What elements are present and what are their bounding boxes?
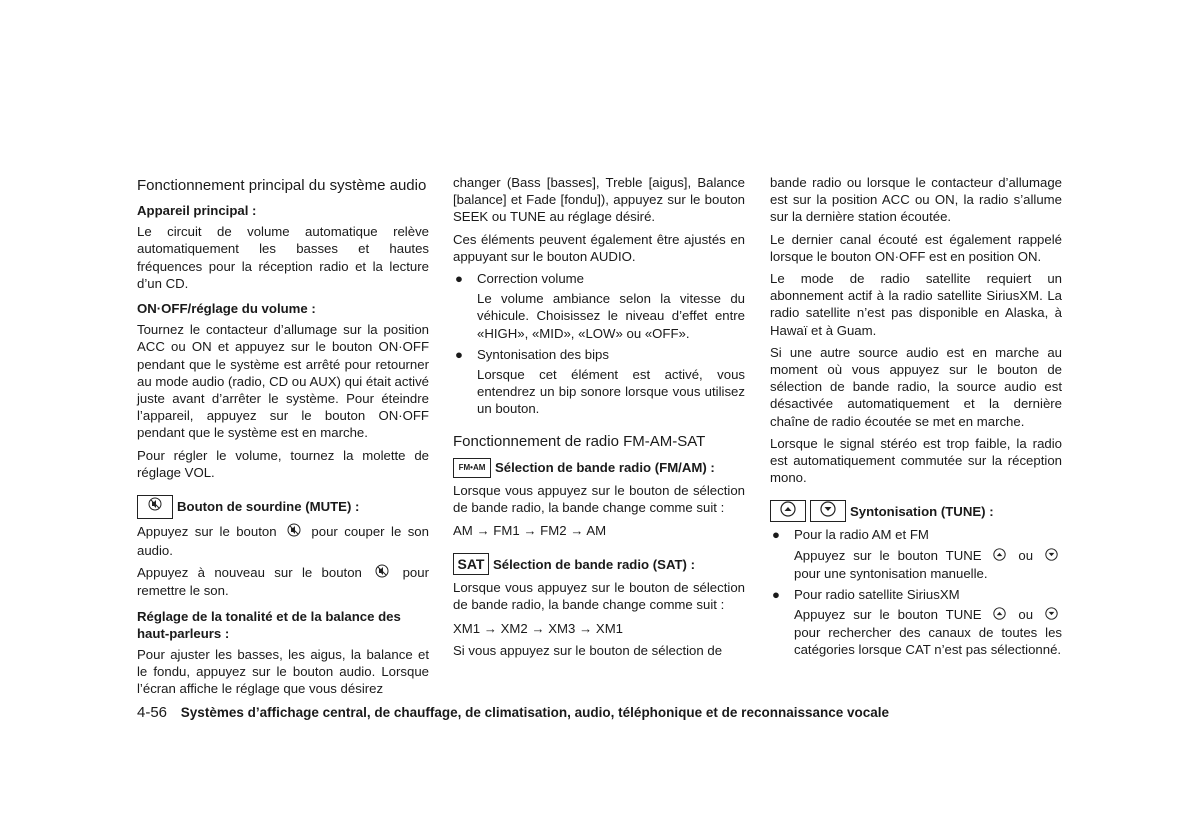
list-item — [453, 270, 745, 287]
tune-down-icon — [1045, 548, 1058, 565]
paragraph: Pour régler le volume, tournez la molette de réglage VOL. — [137, 447, 429, 480]
band-sequence: XM1 → XM2 → XM3 → XM1 — [453, 620, 624, 636]
text: Appuyez sur le bouton TUNE — [794, 607, 982, 623]
tune-heading — [770, 500, 1062, 522]
text: pour couper le son audio. — [137, 524, 429, 558]
paragraph: Le mode de radio satellite requiert un abonnement actif à la radio satellite SiriusXM. La radio satellite n’est pas disponible en Alaska, à Hawaï et à Guam. — [770, 271, 1062, 338]
band-sequence: AM → FM1 → FM2 → AM — [453, 523, 607, 539]
sat-heading — [453, 553, 745, 575]
text: ou — [1018, 547, 1034, 563]
bullet-icon: ● — [772, 527, 780, 543]
paragraph: Lorsque vous appuyez sur le bouton de sélection de bande radio, la bande change comme suit : — [453, 482, 745, 515]
paragraph — [137, 564, 429, 600]
paragraph: Si vous appuyez sur le bouton de sélection de — [453, 642, 723, 658]
list-item-text — [770, 547, 1062, 582]
paragraph: Ces éléments peuvent également être ajustés en appuyant sur le bouton AUDIO. — [453, 231, 745, 264]
tune-down-button-icon — [810, 500, 846, 522]
bullet-icon: ● — [455, 271, 463, 287]
mute-icon — [287, 523, 301, 541]
text: Appuyez à nouveau sur le bouton — [137, 564, 362, 580]
text: ou — [1018, 607, 1034, 623]
mute-heading — [137, 495, 429, 519]
paragraph: Lorsque le signal stéréo est trop faible, la radio est automatiquement commutée sur la réception mono. — [770, 435, 1062, 486]
paragraph: Le circuit de volume automatique relève automatiquement les basses et hautes fréquences pour la réception radio et la lecture d’un CD. — [137, 224, 429, 291]
subheading: Appareil principal : — [137, 203, 257, 218]
text: pour rechercher des canaux de toutes les catégories lorsque CAT n’est pas sélectionné. — [794, 625, 1062, 658]
paragraph: bande radio ou lorsque le contacteur d’allumage est sur la position ACC ou ON, la radio s’allume sur la dernière station écoutée. — [770, 175, 1062, 225]
list-item-title: Pour radio satellite SiriusXM — [794, 586, 960, 602]
mute-button-icon — [137, 495, 173, 519]
paragraph: Le dernier canal écouté est également rappelé lorsque le bouton ON·OFF est en position ON. — [770, 231, 1062, 264]
text: Appuyez sur le bouton TUNE — [794, 547, 982, 563]
sat-button-icon: SAT — [453, 553, 489, 575]
fm-am-button-icon: FM•AM — [453, 458, 491, 478]
list-item-text: Le volume ambiance selon la vitesse du véhicule. Choisissez le niveau d’effet entre «HIGH», «MID», «LOW» ou «OFF». — [477, 291, 745, 341]
mute-heading-label: Bouton de sourdine (MUTE) : — [177, 499, 360, 515]
bullet-icon: ● — [455, 346, 463, 362]
list-item-title: Pour la radio AM et FM — [794, 527, 929, 543]
paragraph: Si une autre source audio est en marche au moment où vous appuyez sur le bouton de sélection de bande radio, la source audio est désactivée automatiquement et la dernière chaîne de radio écoutée se met en marche. — [770, 344, 1062, 429]
bullet-icon: ● — [772, 586, 780, 602]
paragraph — [137, 523, 429, 559]
footer-title: Systèmes d’affichage central, de chauffage, de climatisation, audio, téléphonique et de reconnaissance vocale — [180, 705, 890, 720]
list-item-text: Lorsque cet élément est activé, vous entendrez un bip sonore lorsque vous utilisez un bouton. — [477, 367, 745, 417]
fmam-heading — [453, 458, 745, 478]
column-3 — [770, 174, 1062, 663]
section-title: Fonctionnement principal du système audio — [137, 177, 427, 194]
paragraph: changer (Bass [basses], Treble [aigus], Balance [balance] et Fade [fondu]), appuyez sur le bouton SEEK ou TUNE au réglage désiré. — [453, 175, 745, 225]
paragraph: Pour ajuster les basses, les aigus, la balance et le fondu, appuyez sur le bouton audio. Lorsque l’écran affiche le réglage que vous désirez — [137, 647, 429, 697]
text: pour remettre le son. — [137, 564, 429, 599]
subheading: ON·OFF/réglage du volume : — [137, 301, 316, 317]
page-footer — [137, 704, 889, 721]
list-item-text — [770, 606, 1062, 659]
section-title: Fonctionnement de radio FM-AM-SAT — [453, 432, 706, 450]
list-item — [770, 526, 1062, 543]
column-1 — [137, 174, 429, 703]
page-number: 4-56 — [137, 704, 168, 721]
list-item — [770, 586, 1062, 603]
list-item-title: Correction volume — [477, 271, 585, 287]
paragraph: Tournez le contacteur d’allumage sur la position ACC ou ON et appuyez sur le bouton ON·OFF pendant que le système est arrêté pour retourner au mode audio (radio, CD ou AUX) qui était activé juste avant d’arrêter le système. Pour éteindre l’appareil, appuyez sur le bouton ON·OFF pendant que le système est en marche. — [137, 322, 429, 441]
sat-heading-label: Sélection de bande radio (SAT) : — [493, 556, 695, 572]
tune-up-button-icon — [770, 500, 806, 522]
text: pour une syntonisation manuelle. — [794, 565, 988, 581]
tune-up-icon — [993, 548, 1006, 565]
tune-up-icon — [993, 607, 1006, 624]
fmam-heading-label: Sélection de bande radio (FM/AM) : — [495, 460, 715, 476]
paragraph: Lorsque vous appuyez sur le bouton de sélection de bande radio, la bande change comme suit : — [453, 580, 745, 613]
list-item — [453, 346, 745, 363]
column-2 — [453, 174, 745, 664]
subheading: Réglage de la tonalité et de la balance des haut-parleurs : — [137, 608, 401, 641]
tune-heading-label: Syntonisation (TUNE) : — [850, 503, 994, 519]
list-item-title: Syntonisation des bips — [477, 346, 609, 362]
text: Appuyez sur le bouton — [137, 524, 277, 540]
tune-down-icon — [1045, 607, 1058, 624]
mute-icon — [375, 564, 389, 582]
